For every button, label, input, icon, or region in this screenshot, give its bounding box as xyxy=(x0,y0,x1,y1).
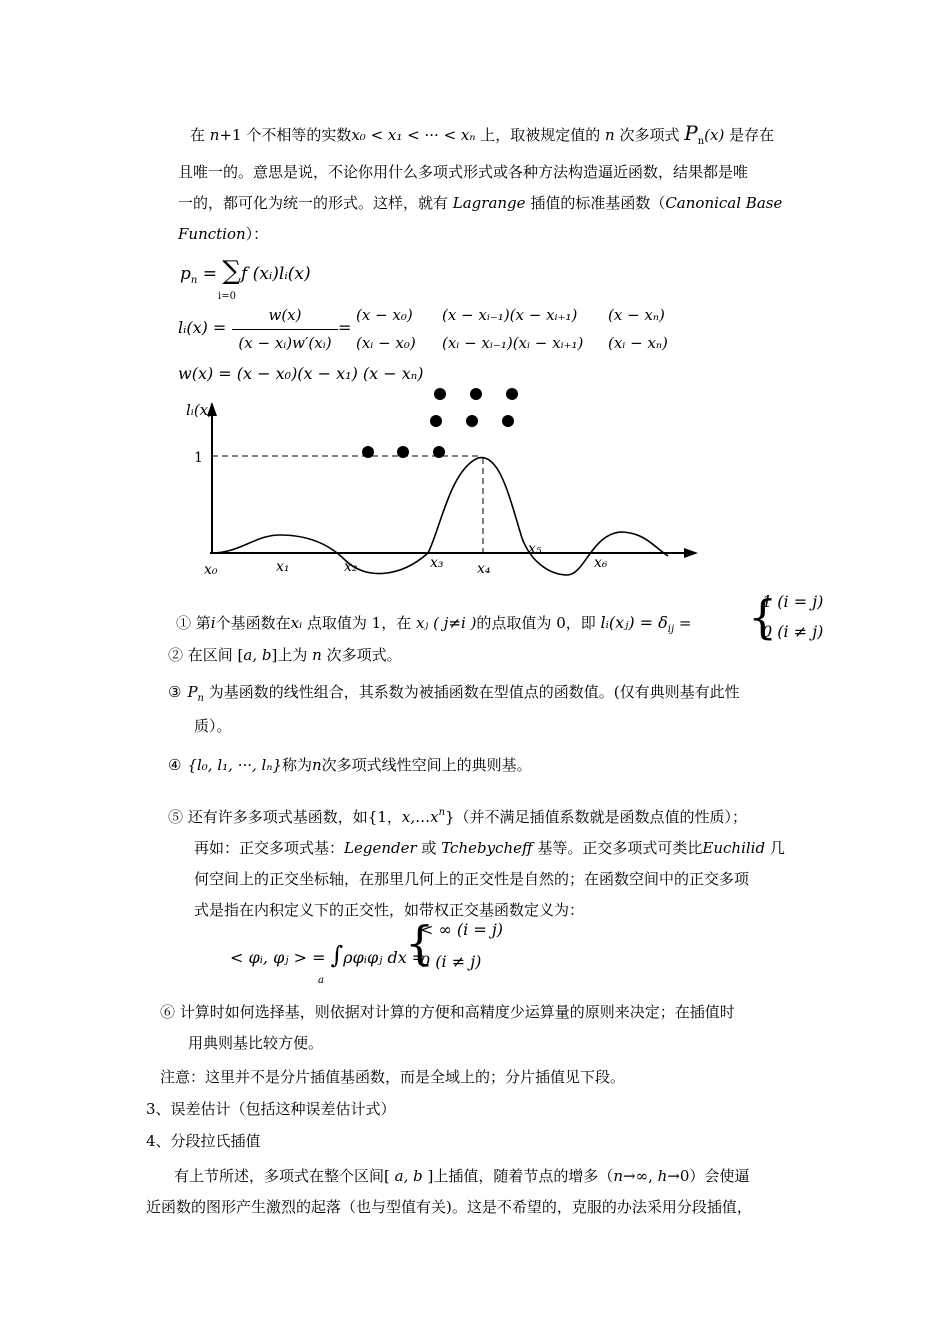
canonical-term: Canonical Base xyxy=(665,194,783,212)
li-den-1: (xᵢ − x₀) xyxy=(356,334,416,352)
li-numerator: w(x) xyxy=(268,306,302,324)
tick-x3: x₃ xyxy=(430,555,444,571)
section-3-heading: 3、误差估计（包括这种误差估计式） xyxy=(146,1100,396,1118)
item-number: ② xyxy=(168,646,184,664)
tick-x4: x₄ xyxy=(477,561,491,577)
dot xyxy=(506,388,518,400)
lagrange-term: Lagrange xyxy=(452,194,526,212)
li-num-3: (x − xₙ) xyxy=(608,306,665,324)
tick-x1: x₁ xyxy=(276,559,290,575)
function-term: Function xyxy=(178,225,246,243)
inner-product-lhs: < φᵢ, φⱼ > = ∫ρφᵢφⱼ dx = xyxy=(230,941,426,969)
integral-lower: a xyxy=(318,975,324,986)
x-axis-arrow xyxy=(684,548,698,558)
var-n: n xyxy=(605,126,615,144)
tick-x5: x₅ xyxy=(528,541,542,557)
dot xyxy=(434,388,446,400)
li-num-2: (x − xᵢ₋₁)(x − xᵢ₊₁) xyxy=(442,306,578,324)
case-not-equal: 0 (i ≠ j) xyxy=(762,622,824,641)
item-number: ④ xyxy=(168,756,182,774)
pn-formula: $p_n = \sum f$ (xᵢ)lᵢ(x) xyxy=(180,256,311,286)
sum-index: i=0 xyxy=(218,291,236,302)
node-chain: x₀ < x₁ < ··· < xₙ xyxy=(351,126,476,144)
item-5: ⑤ 还有许多多项式基函数，如{1，$x,\dots x^n$}（并不满足插值系数就是函数点值的性质）； 再如：正交多项式基：Legender 或 Tchebycheff 基等。正交多项式可类比Euchilid 几 何空间上的正交坐标轴，在那里几何上的正交性是自然的；在函数空间中的正交多项 式是指在内积定义下的正交性，如带权正交基函数定义为： xyxy=(168,807,785,919)
dot xyxy=(430,415,442,427)
li-lhs: lᵢ(x) = xyxy=(178,318,227,337)
poly-P-sub: n xyxy=(697,136,705,147)
y-level-one: 1 xyxy=(194,450,203,466)
intro-text: 是存在 xyxy=(724,126,775,144)
poly-P-arg: (x) xyxy=(704,126,725,144)
note: 注意：这里并不是分片插值基函数，而是全域上的；分片插值见下段。 xyxy=(160,1068,626,1086)
basis-function-graph xyxy=(0,0,950,600)
integral-symbol: ∫ xyxy=(330,941,344,969)
dot xyxy=(502,415,514,427)
section-4-heading: 4、分段拉氏插值 xyxy=(146,1132,261,1150)
item-3: ③ $P_n$ 为基函数的线性组合，其系数为被插函数在型值点的函数值。(仅有典则基有此性 xyxy=(168,683,740,704)
item-6: ⑥ 计算时如何选择基，则依据对计算的方便和高精度少运算量的原则来决定；在插值时 用典则基比较方便。 xyxy=(160,1003,735,1052)
intro-text: 在 xyxy=(190,126,210,144)
y-axis-label: lᵢ(x) xyxy=(186,401,214,419)
intro-text: 一的，都可化为统一的形式。这样，就有 xyxy=(178,194,453,212)
item-number: ⑥ xyxy=(160,1003,176,1021)
w-definition: w(x) = (x − x₀)(x − x₁) (x − xₙ) xyxy=(178,364,424,383)
poly-P: P xyxy=(684,121,698,145)
li-den-2: (xᵢ − xᵢ₋₁)(xᵢ − xᵢ₊₁) xyxy=(442,334,584,352)
tick-x0: x₀ xyxy=(204,562,218,578)
case-equal: 1 (i = j) xyxy=(762,592,824,611)
item-3-line-2: 质）。 xyxy=(194,717,232,735)
tick-x2: x₂ xyxy=(344,559,358,575)
item-4: ④ {l₀, l₁, ···, lₙ}称为n次多项式线性空间上的典则基。 xyxy=(168,756,532,774)
item-1: ① 第i个基函数在xᵢ 点取值为 1，在 xⱼ ( j≠i )的点取值为 0，即 lᵢ(xⱼ) = $\delta_{ij}$ = xyxy=(176,613,692,635)
dot xyxy=(466,415,478,427)
intro-text: 上，取被规定值的 xyxy=(475,126,605,144)
case-brace: { xyxy=(748,590,778,644)
section-4-paragraph: 有上节所述，多项式在整个区间[ a, b ]上插值，随着节点的增多（n→∞, h→0）会使逼 近函数的图形产生激烈的起落（也与型值有关)。这是不希望的，克服的办法采用分段插值， xyxy=(146,1167,752,1216)
li-num-1: (x − x₀) xyxy=(356,306,413,324)
intro-line-2: 且唯一的。意思是说，不论你用什么多项式形式或各种方法构造逼近函数，结果都是唯 xyxy=(178,163,749,181)
intro-text: ）： xyxy=(245,225,269,243)
inner-case-equal: < ∞ (i = j) xyxy=(420,920,504,939)
item-number: ⑤ xyxy=(168,808,184,826)
tick-x6: x₆ xyxy=(594,555,608,571)
var-n: n xyxy=(209,126,220,144)
item-2: ② 在区间 [a, b]上为 n 次多项式。 xyxy=(168,646,402,664)
li-den-3: (xᵢ − xₙ) xyxy=(608,334,668,352)
item-number: ③ xyxy=(168,683,182,701)
intro-text: 次多项式 xyxy=(614,126,685,144)
intro-text: +1 个不相等的实数 xyxy=(219,126,352,144)
case-brace: { xyxy=(405,916,435,970)
li-denominator: (x − xᵢ)w′(xᵢ) xyxy=(238,334,332,352)
item-number: ① xyxy=(176,614,192,632)
dot xyxy=(470,388,482,400)
inner-case-not-equal: 0 (i ≠ j) xyxy=(420,952,482,971)
sum-symbol: ∑ xyxy=(222,256,241,286)
ellipsis-dots xyxy=(362,388,518,458)
intro-text: 插值的标准基函数（ xyxy=(525,194,666,212)
